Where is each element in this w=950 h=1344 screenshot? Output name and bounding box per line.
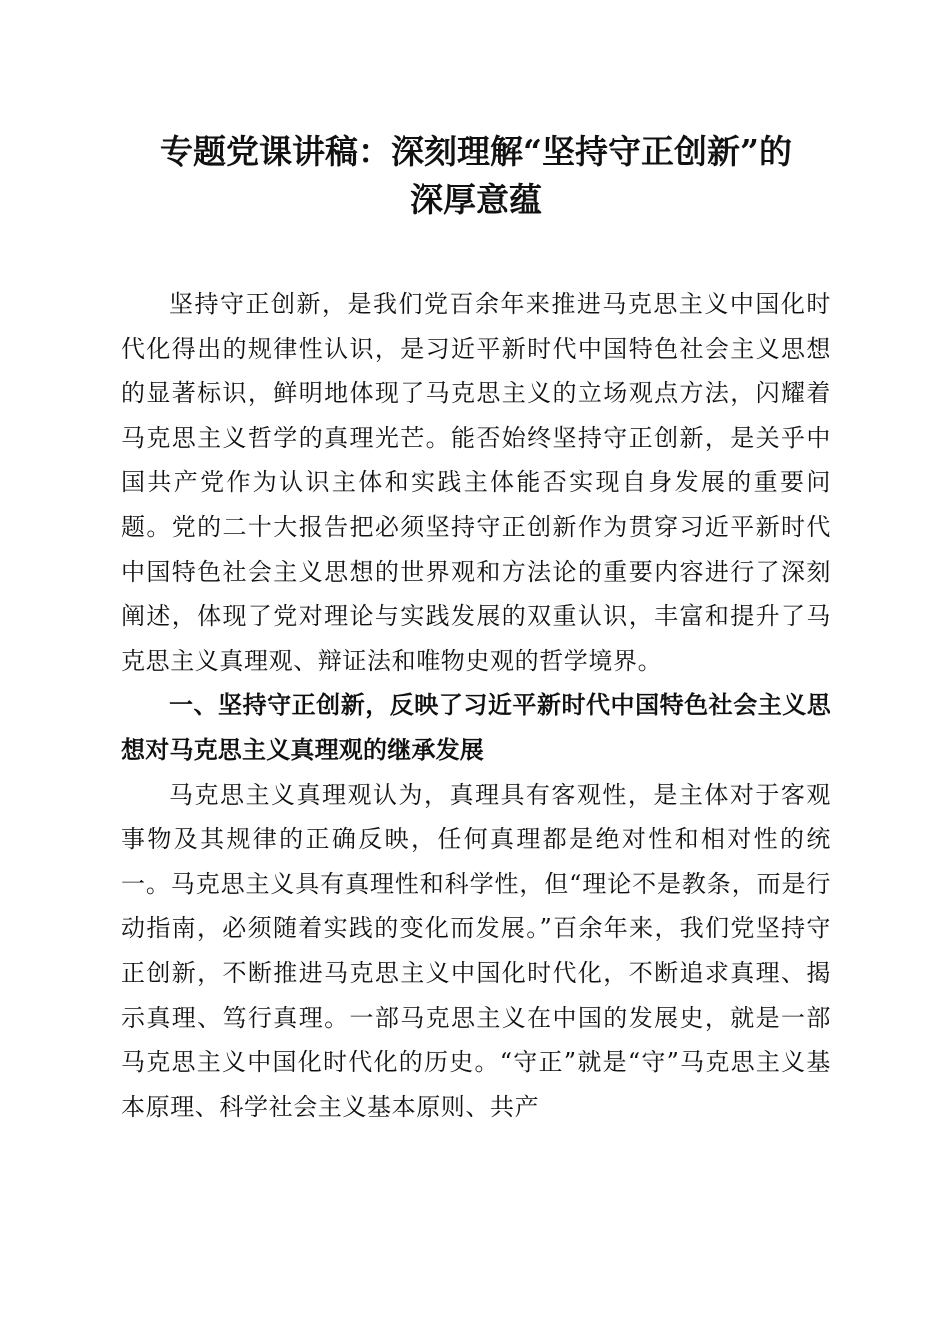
title-line-2: 深厚意蕴 [410,180,542,219]
document-page [121,128,831,1129]
document-title [121,128,831,224]
intro-paragraph: 坚持守正创新，是我们党百余年来推进马克思主义中国化时代化得出的规律性认识，是习近平新时代中国特色社会主义思想的显著标识，鲜明地体现了马克思主义的立场观点方法，闪耀着马克思主义哲学的真理光芒。能否始终坚持守正创新，是关乎中国共产党作为认识主体和实践主体能否实现自身发展的重要问题。党的二十大报告把必须坚持守正创新作为贯穿习近平新时代中国特色社会主义思想的世界观和方法论的重要内容进行了深刻阐述，体现了党对理论与实践发展的双重认识，丰富和提升了马克思主义真理观、辩证法和唯物史观的哲学境界。 [121,290,831,675]
section-1-paragraph: 马克思主义真理观认为，真理具有客观性，是主体对于客观事物及其规律的正确反映，任何真理都是绝对性和相对性的统一。马克思主义具有真理性和科学性，但“理论不是教条，而是行动指南，必须随着实践的变化而发展。”百余年来，我们党坚持守正创新，不断推进马克思主义中国化时代化，不断追求真理、揭示真理、笃行真理。一部马克思主义在中国的发展史，就是一部马克思主义中国化时代化的历史。“守正”就是“守”马克思主义基本原理、科学社会主义基本原则、共产 [121,780,831,1121]
section-heading-1: 一、坚持守正创新，反映了习近平新时代中国特色社会主义思想对马克思主义真理观的继承发展 [121,691,831,764]
title-line-1: 专题党课讲稿：深刻理解“坚持守正创新”的 [160,132,792,171]
